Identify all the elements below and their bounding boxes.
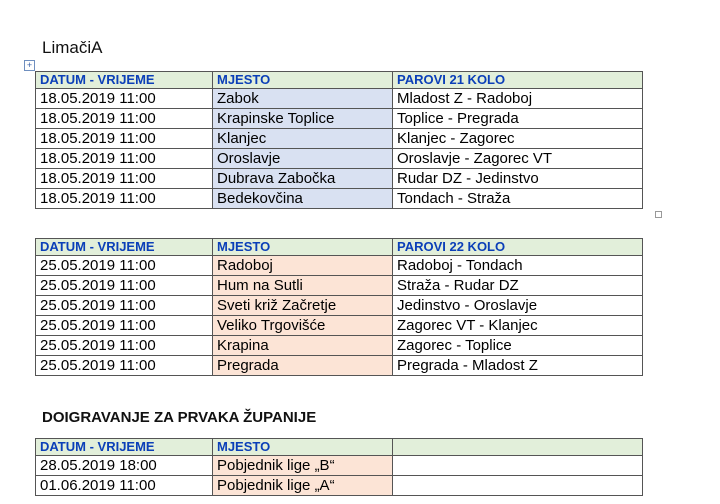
date-cell: 01.06.2019 11:00	[36, 476, 213, 496]
place-cell: Pregrada	[213, 356, 393, 376]
date-cell: 25.05.2019 11:00	[36, 316, 213, 336]
place-cell: Veliko Trgovišće	[213, 316, 393, 336]
match-cell: Radoboj - Tondach	[393, 256, 643, 276]
match-cell: Pregrada - Mladost Z	[393, 356, 643, 376]
date-cell: 25.05.2019 11:00	[36, 256, 213, 276]
date-cell: 18.05.2019 11:00	[36, 169, 213, 189]
place-cell: Pobjednik lige „A“	[213, 476, 393, 496]
date-cell: 18.05.2019 11:00	[36, 129, 213, 149]
match-cell	[393, 456, 643, 476]
table-header-row	[36, 439, 643, 456]
place-cell: Pobjednik lige „B“	[213, 456, 393, 476]
match-cell: Klanjec - Zagorec	[393, 129, 643, 149]
header-place: MJESTO	[213, 239, 393, 256]
date-cell: 25.05.2019 11:00	[36, 296, 213, 316]
match-cell: Oroslavje - Zagorec VT	[393, 149, 643, 169]
table-row	[36, 256, 643, 276]
table-row	[36, 276, 643, 296]
header-place: MJESTO	[213, 72, 393, 89]
table-row	[36, 129, 643, 149]
date-cell: 28.05.2019 18:00	[36, 456, 213, 476]
header-date-time: DATUM - VRIJEME	[36, 439, 213, 456]
table-row	[36, 109, 643, 129]
round-21-table	[35, 71, 643, 209]
match-cell: Toplice - Pregrada	[393, 109, 643, 129]
match-cell: Mladost Z - Radoboj	[393, 89, 643, 109]
table-row	[36, 336, 643, 356]
round-22-table	[35, 238, 643, 376]
header-date-time: DATUM - VRIJEME	[36, 239, 213, 256]
header-date-time: DATUM - VRIJEME	[36, 72, 213, 89]
match-cell: Jedinstvo - Oroslavje	[393, 296, 643, 316]
header-matches: PAROVI 21 KOLO	[393, 72, 643, 89]
date-cell: 18.05.2019 11:00	[36, 149, 213, 169]
place-cell: Krapina	[213, 336, 393, 356]
table-row	[36, 149, 643, 169]
place-cell: Hum na Sutli	[213, 276, 393, 296]
place-cell: Dubrava Zabočka	[213, 169, 393, 189]
date-cell: 25.05.2019 11:00	[36, 356, 213, 376]
match-cell: Zagorec VT - Klanjec	[393, 316, 643, 336]
match-cell: Rudar DZ - Jedinstvo	[393, 169, 643, 189]
match-cell	[393, 476, 643, 496]
playoff-table	[35, 438, 643, 496]
date-cell: 18.05.2019 11:00	[36, 109, 213, 129]
date-cell: 18.05.2019 11:00	[36, 189, 213, 209]
table-move-handle-icon[interactable]: +	[24, 60, 35, 71]
place-cell: Klanjec	[213, 129, 393, 149]
table-row	[36, 169, 643, 189]
table-header-row	[36, 72, 643, 89]
place-cell: Krapinske Toplice	[213, 109, 393, 129]
place-cell: Sveti križ Začretje	[213, 296, 393, 316]
header-matches: PAROVI 22 KOLO	[393, 239, 643, 256]
date-cell: 18.05.2019 11:00	[36, 89, 213, 109]
place-cell: Oroslavje	[213, 149, 393, 169]
date-cell: 25.05.2019 11:00	[36, 336, 213, 356]
table-row	[36, 89, 643, 109]
table-row	[36, 356, 643, 376]
table-row	[36, 296, 643, 316]
table-row	[36, 456, 643, 476]
match-cell: Straža - Rudar DZ	[393, 276, 643, 296]
table-row	[36, 476, 643, 496]
table-header-row	[36, 239, 643, 256]
place-cell: Bedekovčina	[213, 189, 393, 209]
date-cell: 25.05.2019 11:00	[36, 276, 213, 296]
playoff-heading: DOIGRAVANJE ZA PRVAKA ŽUPANIJE	[42, 409, 317, 426]
place-cell: Zabok	[213, 89, 393, 109]
document-title: LimačiA	[42, 38, 103, 57]
place-cell: Radoboj	[213, 256, 393, 276]
header-place: MJESTO	[213, 439, 393, 456]
table-row	[36, 189, 643, 209]
match-cell: Tondach - Straža	[393, 189, 643, 209]
match-cell: Zagorec - Toplice	[393, 336, 643, 356]
table-row	[36, 316, 643, 336]
header-matches	[393, 439, 643, 456]
table-resize-handle[interactable]	[655, 211, 662, 218]
